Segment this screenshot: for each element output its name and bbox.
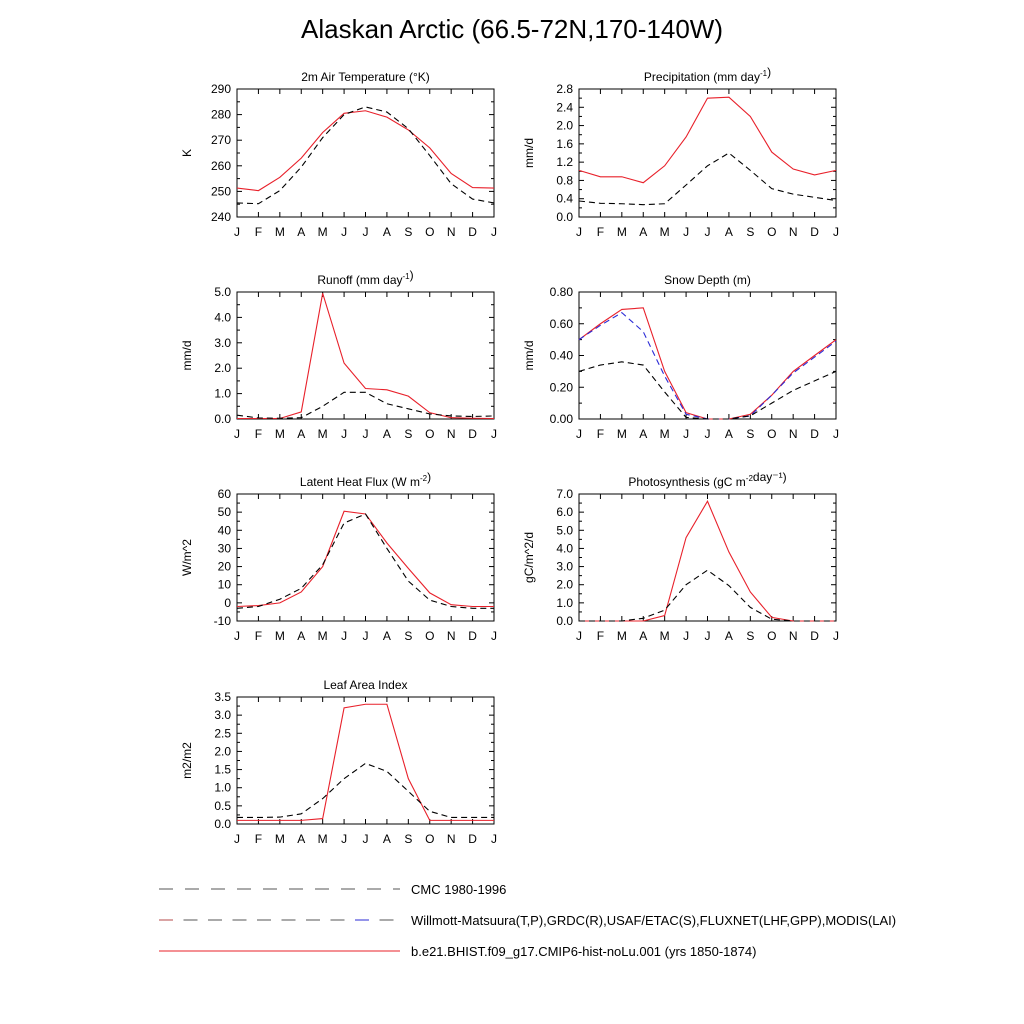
y-tick-label: 2.5 <box>214 726 231 741</box>
x-tick-label: M <box>274 629 285 643</box>
y-axis-label: W/m^2 <box>180 539 194 576</box>
x-tick-label: M <box>274 225 285 239</box>
y-tick-label: 240 <box>210 210 231 224</box>
panel-2 <box>522 65 839 239</box>
x-tick-label: J <box>362 427 369 441</box>
x-tick-label: A <box>382 832 391 846</box>
x-tick-label: M <box>616 629 627 643</box>
panel-title: Latent Heat Flux (W $m^{-2}$) <box>299 470 432 489</box>
series-line-2 <box>579 153 836 205</box>
x-tick-label: A <box>297 629 306 643</box>
x-tick-label: O <box>425 225 435 239</box>
x-tick-label: J <box>341 832 348 846</box>
x-tick-label: M <box>616 427 627 441</box>
x-tick-label: S <box>746 427 755 441</box>
series-line-2 <box>237 763 494 817</box>
series-line-2 <box>579 313 836 419</box>
x-tick-label: A <box>382 629 391 643</box>
y-tick-label: 5.0 <box>556 523 573 538</box>
x-tick-label: M <box>616 225 627 239</box>
y-tick-label: 0.60 <box>549 316 573 331</box>
y-tick-label: 290 <box>210 82 231 96</box>
series-line-1 <box>237 111 494 191</box>
x-tick-label: J <box>341 225 348 239</box>
y-tick-label: 0.0 <box>214 817 231 831</box>
y-tick-label: 1.0 <box>214 386 231 401</box>
x-tick-label: F <box>596 427 605 441</box>
y-tick-label: 6.0 <box>556 505 573 520</box>
x-tick-label: S <box>404 832 413 846</box>
x-tick-label: A <box>297 427 306 441</box>
x-tick-label: N <box>788 225 798 239</box>
y-tick-label: 250 <box>210 184 231 199</box>
y-tick-label: 60 <box>217 487 231 501</box>
legend-label: CMC 1980-1996 <box>411 882 507 897</box>
x-tick-label: F <box>254 427 263 441</box>
x-tick-label: J <box>491 225 497 239</box>
panel-title: Photosynthesis (gC $m^{-2}day^{-1}$) <box>628 470 787 489</box>
x-tick-label: D <box>810 427 819 441</box>
series-line-1 <box>579 308 836 419</box>
x-tick-label: M <box>274 427 285 441</box>
x-tick-label: J <box>234 629 240 643</box>
x-tick-label: N <box>446 832 456 846</box>
series-line-1 <box>237 704 494 820</box>
x-tick-label: J <box>683 629 690 643</box>
y-tick-label: -10 <box>213 614 231 628</box>
x-tick-label: J <box>362 832 369 846</box>
y-tick-label: 2.0 <box>214 744 231 759</box>
panel-5 <box>180 470 497 643</box>
y-tick-label: 1.0 <box>556 595 573 610</box>
x-tick-label: J <box>833 225 839 239</box>
x-tick-label: J <box>683 427 690 441</box>
y-tick-label: 20 <box>217 559 231 574</box>
y-tick-label: 4.0 <box>214 310 231 325</box>
y-tick-label: 0.5 <box>214 798 231 813</box>
x-tick-label: M <box>317 629 328 643</box>
x-tick-label: S <box>404 427 413 441</box>
x-tick-label: J <box>683 225 690 239</box>
y-tick-label: 0.8 <box>556 173 573 188</box>
y-tick-label: 3.5 <box>214 690 231 704</box>
panel-frame <box>579 89 836 217</box>
x-tick-label: F <box>254 225 263 239</box>
x-tick-label: S <box>404 225 413 239</box>
x-tick-label: J <box>704 629 711 643</box>
x-tick-label: N <box>446 427 456 441</box>
x-tick-label: J <box>833 427 839 441</box>
y-axis-label: gC/m^2/d <box>522 532 536 583</box>
series-line-1 <box>237 293 494 418</box>
x-tick-label: D <box>468 832 477 846</box>
x-tick-label: J <box>491 832 497 846</box>
x-tick-label: D <box>468 225 477 239</box>
x-tick-label: M <box>659 225 670 239</box>
x-tick-label: A <box>724 629 733 643</box>
x-tick-label: S <box>404 629 413 643</box>
x-tick-label: J <box>704 427 711 441</box>
y-tick-label: 2.0 <box>556 577 573 592</box>
y-axis-label: mm/d <box>522 340 536 371</box>
x-tick-label: O <box>767 427 777 441</box>
x-tick-label: M <box>317 225 328 239</box>
legend-label: b.e21.BHIST.f09_g17.CMIP6-hist-noLu.001 (yrs 1850-1874) <box>411 944 757 959</box>
y-tick-label: 3.0 <box>214 708 231 723</box>
x-tick-label: J <box>491 427 497 441</box>
y-tick-label: 1.2 <box>556 155 573 170</box>
panel-frame <box>579 494 836 621</box>
y-tick-label: 1.6 <box>556 136 573 151</box>
x-tick-label: J <box>576 427 582 441</box>
x-tick-label: F <box>596 225 605 239</box>
x-tick-label: A <box>382 427 391 441</box>
series-line-1 <box>579 97 836 182</box>
legend <box>159 882 896 959</box>
y-tick-label: 0.4 <box>556 191 573 206</box>
y-tick-label: 0 <box>224 595 231 610</box>
legend-item-1 <box>159 882 506 897</box>
y-tick-label: 0.0 <box>556 614 573 628</box>
y-tick-label: 7.0 <box>556 487 573 501</box>
x-tick-label: F <box>254 629 263 643</box>
y-tick-label: 0.00 <box>549 412 573 426</box>
y-tick-label: 0.0 <box>556 210 573 224</box>
x-tick-label: O <box>425 629 435 643</box>
x-tick-label: D <box>468 427 477 441</box>
x-tick-label: J <box>234 225 240 239</box>
x-tick-label: S <box>746 225 755 239</box>
x-tick-label: A <box>297 225 306 239</box>
y-axis-label: mm/d <box>522 138 536 168</box>
y-tick-label: 5.0 <box>214 285 231 299</box>
figure-title: Alaskan Arctic (66.5-72N,170-140W) <box>301 14 723 44</box>
x-tick-label: O <box>425 427 435 441</box>
y-tick-label: 3.0 <box>556 559 573 574</box>
series-line-2 <box>237 514 494 608</box>
y-tick-label: 1.0 <box>214 780 231 795</box>
x-tick-label: J <box>491 629 497 643</box>
series-line-2 <box>237 107 494 204</box>
x-tick-label: J <box>362 225 369 239</box>
panel-7 <box>180 678 497 846</box>
y-tick-label: 2.4 <box>556 100 573 115</box>
x-tick-label: J <box>234 832 240 846</box>
y-tick-label: 4.0 <box>556 541 573 556</box>
y-tick-label: 50 <box>217 505 231 520</box>
y-axis-label: K <box>180 148 194 158</box>
x-tick-label: J <box>234 427 240 441</box>
panel-1 <box>180 70 497 239</box>
x-tick-label: A <box>639 629 648 643</box>
y-tick-label: 280 <box>210 107 231 122</box>
x-tick-label: D <box>810 225 819 239</box>
x-tick-label: J <box>341 427 348 441</box>
x-tick-label: D <box>468 629 477 643</box>
x-tick-label: M <box>659 427 670 441</box>
x-tick-label: J <box>576 225 582 239</box>
x-tick-label: O <box>767 225 777 239</box>
x-tick-label: A <box>639 427 648 441</box>
x-tick-label: D <box>810 629 819 643</box>
x-tick-label: F <box>596 629 605 643</box>
x-tick-label: A <box>639 225 648 239</box>
y-tick-label: 2.0 <box>556 118 573 133</box>
panel-6 <box>522 470 839 643</box>
y-tick-label: 0.40 <box>549 348 573 363</box>
x-tick-label: N <box>788 427 798 441</box>
x-tick-label: O <box>425 832 435 846</box>
panel-title: Leaf Area Index <box>323 678 408 692</box>
panel-title: Snow Depth (m) <box>664 273 751 287</box>
x-tick-label: J <box>576 629 582 643</box>
x-tick-label: M <box>659 629 670 643</box>
y-tick-label: 2.0 <box>214 361 231 376</box>
y-tick-label: 0.80 <box>549 285 573 299</box>
series-line-2 <box>579 570 836 621</box>
panel-title: 2m Air Temperature (°K) <box>301 70 430 84</box>
x-tick-label: M <box>317 427 328 441</box>
y-axis-label: m2/m2 <box>180 742 194 779</box>
y-tick-label: 0.0 <box>214 412 231 426</box>
y-tick-label: 270 <box>210 133 231 148</box>
y-tick-label: 3.0 <box>214 335 231 350</box>
x-tick-label: N <box>446 629 456 643</box>
y-tick-label: 10 <box>217 577 231 592</box>
panel-4 <box>522 273 839 441</box>
panel-frame <box>237 697 494 824</box>
x-tick-label: J <box>341 629 348 643</box>
panel-frame <box>237 89 494 217</box>
legend-label: Willmott-Matsuura(T,P),GRDC(R),USAF/ETAC(S),FLUXNET(LHF,GPP),MODIS(LAI) <box>411 913 897 928</box>
panel-title: Precipitation (mm day$^{-1}$) <box>643 65 772 84</box>
panel-title: Runoff (mm day$^{-1}$) <box>317 268 414 287</box>
y-tick-label: 2.8 <box>556 82 573 96</box>
panel-frame <box>237 292 494 419</box>
x-tick-label: N <box>788 629 798 643</box>
x-tick-label: M <box>274 832 285 846</box>
panel-frame <box>237 494 494 621</box>
x-tick-label: N <box>446 225 456 239</box>
x-tick-label: J <box>362 629 369 643</box>
x-tick-label: J <box>704 225 711 239</box>
panel-3 <box>180 268 497 441</box>
y-tick-label: 40 <box>217 523 231 538</box>
panel-frame <box>579 292 836 419</box>
series-line-1 <box>237 511 494 606</box>
legend-item-3 <box>159 944 756 959</box>
y-tick-label: 260 <box>210 158 231 173</box>
legend-item-2 <box>159 913 896 928</box>
series-line-1 <box>579 501 836 621</box>
x-tick-label: A <box>724 427 733 441</box>
y-axis-label: mm/d <box>180 340 194 371</box>
x-tick-label: F <box>254 832 263 846</box>
x-tick-label: S <box>746 629 755 643</box>
y-tick-label: 1.5 <box>214 762 231 777</box>
x-tick-label: A <box>297 832 306 846</box>
x-tick-label: M <box>317 832 328 846</box>
x-tick-label: A <box>724 225 733 239</box>
x-tick-label: A <box>382 225 391 239</box>
y-tick-label: 0.20 <box>549 380 573 395</box>
x-tick-label: J <box>833 629 839 643</box>
y-tick-label: 30 <box>217 541 231 556</box>
x-tick-label: O <box>767 629 777 643</box>
